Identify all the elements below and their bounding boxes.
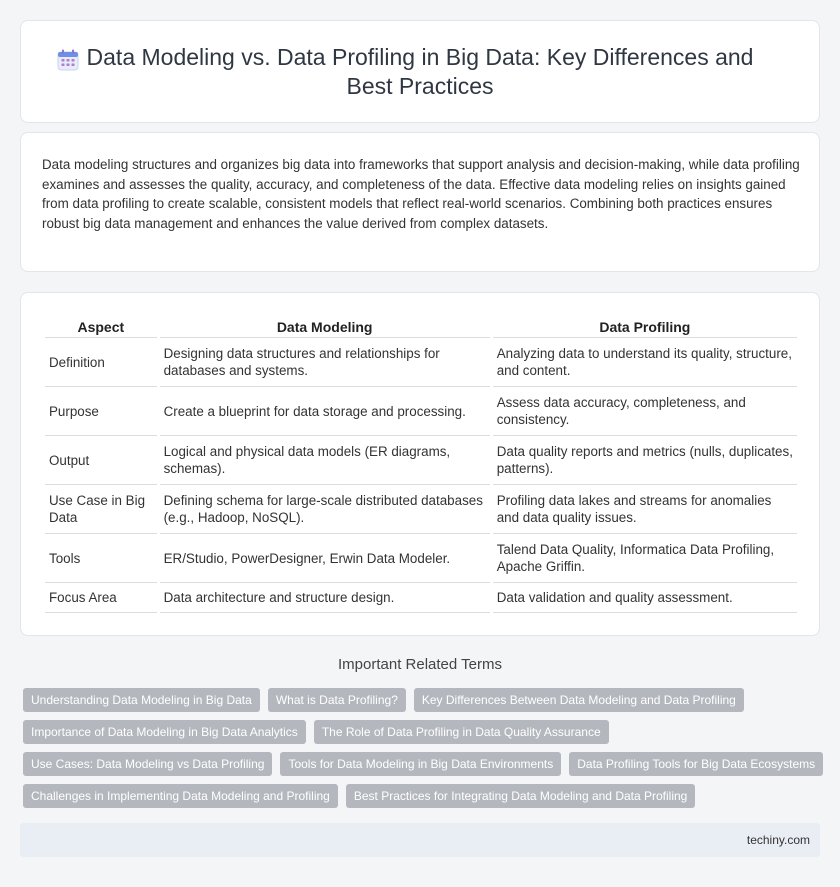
modeling-cell: Create a blueprint for data storage and processing. (160, 387, 490, 436)
table-row (45, 387, 797, 436)
profiling-cell: Data quality reports and metrics (nulls, duplicates, patterns). (493, 436, 797, 485)
table-header-row (45, 315, 797, 338)
profiling-cell: Data validation and quality assessment. (493, 583, 797, 613)
related-terms-heading: Important Related Terms (338, 656, 502, 673)
modeling-cell: Logical and physical data models (ER diagrams, schemas). (160, 436, 490, 485)
footer (20, 823, 820, 857)
profiling-cell: Analyzing data to understand its quality, structure, and content. (493, 338, 797, 387)
profiling-cell: Talend Data Quality, Informatica Data Profiling, Apache Griffin. (493, 534, 797, 583)
comparison-table-card (20, 292, 820, 636)
tag-row (23, 752, 823, 776)
related-term-link[interactable]: Best Practices for Integrating Data Modeling and Data Profiling (346, 784, 696, 808)
table-row (45, 436, 797, 485)
table-row (45, 338, 797, 387)
header-data-modeling: Data Modeling (160, 315, 490, 338)
aspect-cell: Tools (45, 534, 157, 583)
related-term-link[interactable]: Importance of Data Modeling in Big Data Analytics (23, 720, 306, 744)
profiling-cell: Profiling data lakes and streams for anomalies and data quality issues. (493, 485, 797, 534)
aspect-cell: Output (45, 436, 157, 485)
modeling-cell: Data architecture and structure design. (160, 583, 490, 613)
comparison-table (42, 315, 800, 613)
modeling-cell: Designing data structures and relationships for databases and systems. (160, 338, 490, 387)
aspect-cell: Definition (45, 338, 157, 387)
related-terms-list (23, 688, 823, 816)
table-row (45, 485, 797, 534)
modeling-cell: Defining schema for large-scale distributed databases (e.g., Hadoop, NoSQL). (160, 485, 490, 534)
modeling-cell: ER/Studio, PowerDesigner, Erwin Data Modeler. (160, 534, 490, 583)
title-card (20, 20, 820, 123)
related-term-link[interactable]: What is Data Profiling? (268, 688, 406, 712)
related-term-link[interactable]: Understanding Data Modeling in Big Data (23, 688, 260, 712)
intro-card (20, 132, 820, 272)
page-title: Data Modeling vs. Data Profiling in Big Data: Key Differences and Best Practices (86, 44, 754, 99)
tag-row (23, 784, 823, 808)
aspect-cell: Purpose (45, 387, 157, 436)
site-link[interactable]: techiny.com (746, 833, 810, 847)
header-aspect: Aspect (45, 315, 157, 338)
tag-row (23, 688, 823, 712)
related-term-link[interactable]: Tools for Data Modeling in Big Data Environments (280, 752, 561, 776)
profiling-cell: Assess data accuracy, completeness, and consistency. (493, 387, 797, 436)
header-data-profiling: Data Profiling (493, 315, 797, 338)
table-row (45, 583, 797, 613)
aspect-cell: Use Case in Big Data (45, 485, 157, 534)
related-term-link[interactable]: Challenges in Implementing Data Modeling and Profiling (23, 784, 338, 808)
intro-paragraph: Data modeling structures and organizes big data into frameworks that support analysis and decision-making, while data profiling examines and assesses the quality, accuracy, and completeness of the data. Effective data modeling relies on insights gained from data profiling to create scalable, consistent models that reflect real-world scenarios. Combining both practices ensures robust big data management and enhances the value derived from complex datasets. (42, 157, 800, 231)
tag-row (23, 720, 823, 744)
related-term-link[interactable]: The Role of Data Profiling in Data Quality Assurance (314, 720, 609, 744)
table-row (45, 534, 797, 583)
aspect-cell: Focus Area (45, 583, 157, 613)
related-term-link[interactable]: Use Cases: Data Modeling vs Data Profiling (23, 752, 272, 776)
related-term-link[interactable]: Data Profiling Tools for Big Data Ecosystems (569, 752, 823, 776)
related-term-link[interactable]: Key Differences Between Data Modeling and Data Profiling (414, 688, 744, 712)
